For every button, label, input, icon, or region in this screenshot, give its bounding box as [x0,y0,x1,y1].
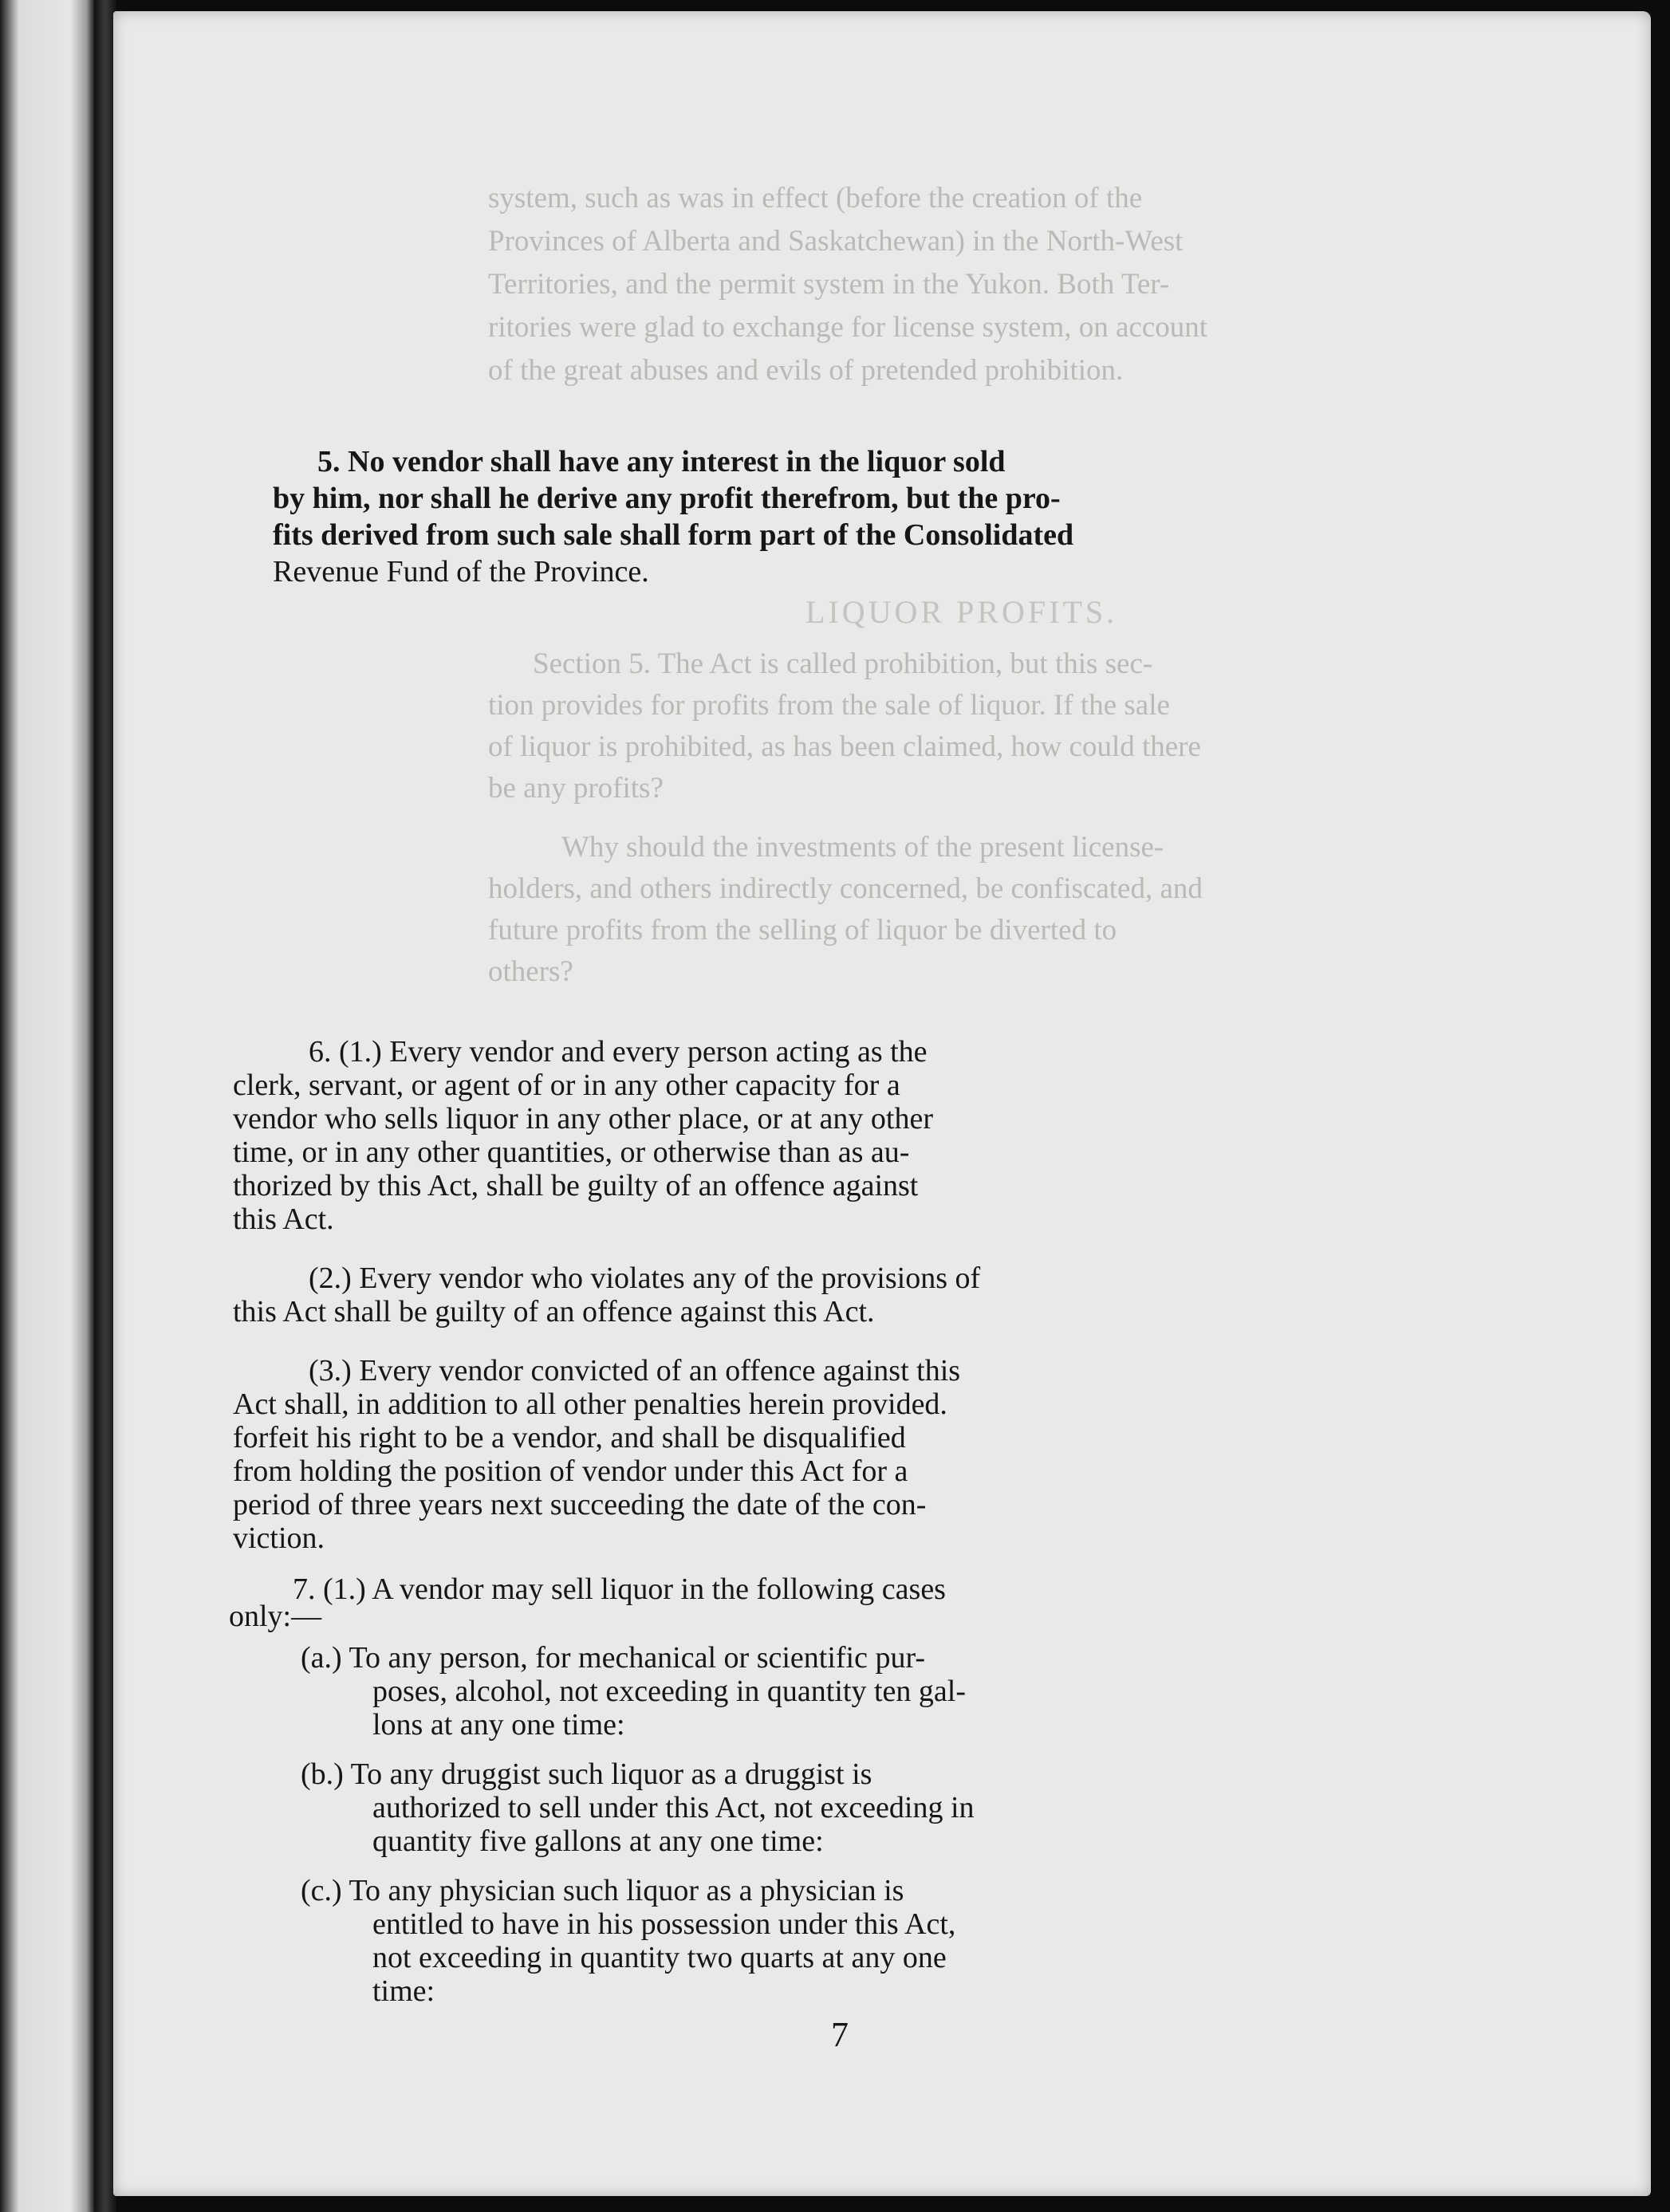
text-line: clerk, servant, or agent of or in any other capacity for a [233,1069,900,1102]
text-line: (2.) Every vendor who violates any of the provisions of [309,1261,981,1295]
page-number: 7 [831,2015,849,2054]
text-line: thorized by this Act, shall be guilty of an offence against [233,1169,919,1202]
text-line: ritories were glad to exchange for license system, on account [488,311,1208,344]
text-line: 7. (1.) A vendor may sell liquor in the following cases [293,1572,946,1606]
text-line: Section 5. The Act is called prohibition, but this sec- [533,647,1153,680]
text-line: Act shall, in addition to all other penalties herein provided. [233,1387,947,1421]
text-line: entitled to have in his possession under this Act, [372,1907,956,1941]
text-line: vendor who sells liquor in any other place, or at any other [233,1102,933,1136]
text-line: not exceeding in quantity two quarts at any one [372,1941,947,1974]
text-line: poses, alcohol, not exceeding in quantity ten gal- [372,1675,966,1708]
text-line: forfeit his right to be a vendor, and shall be disqualified [233,1421,906,1454]
liquor-profits-heading: LIQUOR PROFITS. [805,594,1118,630]
text-line: time, or in any other quantities, or otherwise than as au- [233,1136,910,1169]
text-line: holders, and others indirectly concerned, be confiscated, and [488,872,1203,905]
text-line: 5. No vendor shall have any interest in the liquor sold [317,445,1006,478]
text-line: (c.) To any physician such liquor as a physician is [301,1874,904,1907]
text-line: of the great abuses and evils of pretended prohibition. [488,354,1124,387]
text-line: this Act. [233,1202,334,1236]
text-line: system, such as was in effect (before the creation of the [488,182,1143,215]
text-line: Territories, and the permit system in the Yukon. Both Ter- [488,268,1170,301]
text-line: be any profits? [488,772,664,805]
text-line: viction. [233,1521,325,1555]
text-line: period of three years next succeeding the date of the con- [233,1488,927,1521]
text-line: of liquor is prohibited, as has been claimed, how could there [488,730,1201,763]
text-line: fits derived from such sale shall form part of the Consolidated [273,518,1074,552]
text-line: from holding the position of vendor under this Act for a [233,1454,908,1488]
text-line: lons at any one time: [372,1708,625,1742]
text-line: tion provides for profits from the sale of liquor. If the sale [488,689,1170,722]
text-line: authorized to sell under this Act, not exceeding in [372,1791,975,1824]
text-line: Why should the investments of the present license- [561,831,1164,864]
text-line: (a.) To any person, for mechanical or scientific pur- [301,1641,926,1675]
text-line: (b.) To any druggist such liquor as a druggist is [301,1757,872,1791]
text-line: only:— [229,1600,322,1633]
text-line: this Act shall be guilty of an offence against this Act. [233,1295,875,1328]
text-line: Provinces of Alberta and Saskatchewan) in the North-West [488,225,1184,258]
text-line: future profits from the selling of liquor be diverted to [488,914,1117,947]
text-line: quantity five gallons at any one time: [372,1824,824,1858]
text-line: others? [488,955,573,988]
text-line: Revenue Fund of the Province. [273,555,649,588]
document-page [113,11,1651,2196]
text-line: (3.) Every vendor convicted of an offence against this [309,1354,961,1387]
text-line: time: [372,1974,435,2008]
text-line: by him, nor shall he derive any profit therefrom, but the pro- [273,482,1061,515]
left-facing-page-edge [0,0,94,2212]
text-line: 6. (1.) Every vendor and every person acting as the [309,1035,928,1069]
